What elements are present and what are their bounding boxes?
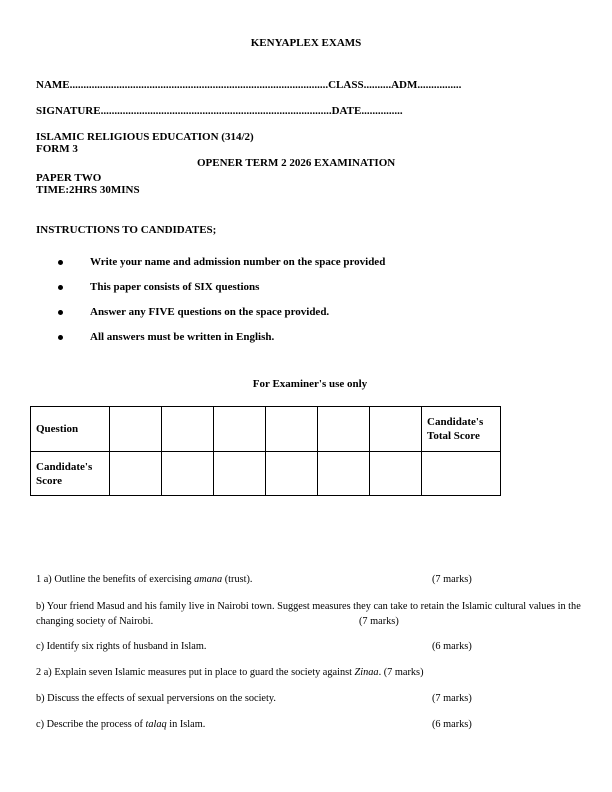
- bullet-icon: [58, 310, 63, 315]
- score-cell[interactable]: [110, 452, 162, 496]
- examiner-caption: For Examiner's use only: [252, 378, 368, 390]
- score-label-cell: Candidate's Score: [31, 452, 110, 496]
- question-cell[interactable]: [214, 407, 266, 452]
- score-cell[interactable]: [266, 452, 318, 496]
- question-2a: 2 a) Explain seven Islamic measures put in place to guard the society against Zinaa. (7 marks): [36, 667, 424, 678]
- instruction-item: This paper consists of SIX questions: [56, 280, 385, 305]
- question-1b: b) Your friend Masud and his family live in Nairobi town. Suggest measures they can take to retain the Islamic cultural values in the changing society of Nairobi.: [36, 601, 581, 627]
- question-cell[interactable]: [162, 407, 214, 452]
- marks-2a: (7 marks): [383, 667, 424, 678]
- bullet-icon: [58, 285, 63, 290]
- bullet-icon: [58, 260, 63, 265]
- question-label-cell: Question: [31, 407, 110, 452]
- question-2c: c) Describe the process of talaq in Islam.: [36, 719, 206, 730]
- total-label-cell: Candidate's Total Score: [422, 407, 501, 452]
- marks-1a: (7 marks): [432, 574, 472, 585]
- instructions-heading: INSTRUCTIONS TO CANDIDATES;: [36, 224, 217, 236]
- paper-block: [36, 172, 140, 196]
- marks-2b: (7 marks): [432, 693, 472, 704]
- instruction-item: All answers must be written in English.: [56, 330, 385, 355]
- question-cell[interactable]: [110, 407, 162, 452]
- bullet-icon: [58, 335, 63, 340]
- examiner-score-table: [30, 406, 501, 496]
- question-cell[interactable]: [370, 407, 422, 452]
- marks-1c: (6 marks): [432, 641, 472, 652]
- marks-1b: (7 marks): [359, 616, 399, 627]
- school-title: KENYAPLEX EXAMS: [250, 37, 362, 49]
- question-cell[interactable]: [318, 407, 370, 452]
- score-cell[interactable]: [318, 452, 370, 496]
- subject-title: ISLAMIC RELIGIOUS EDUCATION (314/2): [36, 131, 254, 143]
- question-cell[interactable]: [266, 407, 318, 452]
- question-1a: 1 a) Outline the benefits of exercising amana (trust).: [36, 574, 253, 585]
- instruction-item: Write your name and admission number on the space provided: [56, 255, 385, 280]
- question-1c: c) Identify six rights of husband in Islam.: [36, 641, 207, 652]
- score-row: [31, 452, 501, 496]
- exam-title: OPENER TERM 2 2026 EXAMINATION: [197, 157, 396, 169]
- instructions-list: [56, 255, 385, 355]
- question-2b: b) Discuss the effects of sexual perversions on the society.: [36, 693, 276, 704]
- question-row: [31, 407, 501, 452]
- subject-block: [36, 131, 254, 155]
- score-cell[interactable]: [162, 452, 214, 496]
- marks-2c: (6 marks): [432, 719, 472, 730]
- time-label: TIME:2HRS 30MINS: [36, 184, 140, 196]
- total-score-cell[interactable]: [422, 452, 501, 496]
- score-cell[interactable]: [214, 452, 266, 496]
- paper-label: PAPER TWO: [36, 172, 102, 184]
- name-class-adm-line[interactable]: NAME..............................................................................................CLASS..........ADM................: [36, 79, 462, 91]
- signature-date-line[interactable]: SIGNATURE....................................................................................DATE...............: [36, 105, 403, 117]
- form-label: FORM 3: [36, 143, 78, 155]
- instruction-item: Answer any FIVE questions on the space provided.: [56, 305, 385, 330]
- score-cell[interactable]: [370, 452, 422, 496]
